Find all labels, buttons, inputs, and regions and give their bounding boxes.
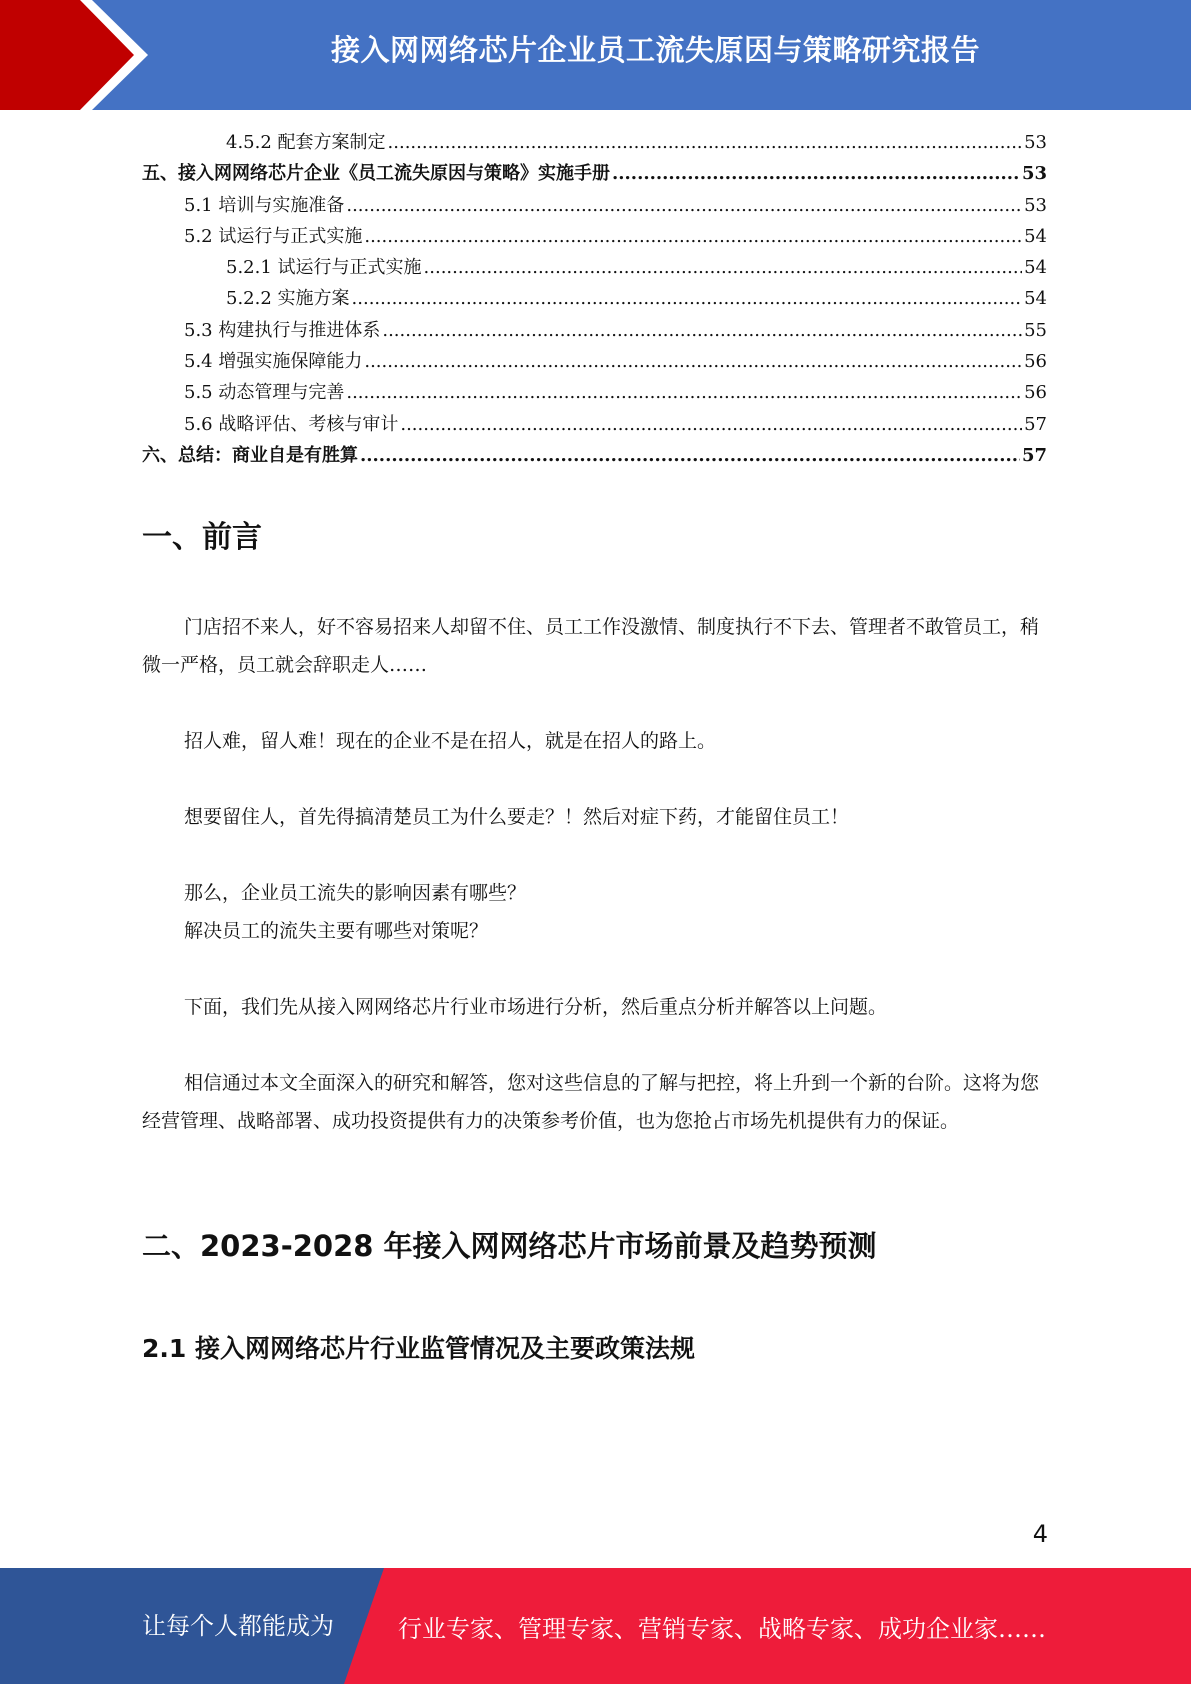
toc-label: 5.2 试运行与正式实施 (184, 225, 363, 247)
toc-leader (382, 320, 1022, 341)
toc-entry[interactable] (142, 441, 1047, 472)
toc-page: 57 (1021, 444, 1047, 466)
toc-leader (400, 414, 1022, 435)
paragraph: 门店招不来人，好不容易招来人却留不住、员工工作没激情、制度执行不下去、管理者不敢管员工，稍微一严格，员工就会辞职走人…… (142, 616, 1040, 676)
toc-page: 56 (1024, 351, 1047, 373)
toc-leader (364, 226, 1022, 247)
toc-page: 53 (1024, 132, 1047, 153)
subsection-heading-regulation: 2.1 接入网网络芯片行业监管情况及主要政策法规 (142, 1334, 695, 1363)
toc-page: 54 (1024, 257, 1047, 279)
toc-entry[interactable] (142, 316, 1047, 347)
toc-entry[interactable] (142, 222, 1047, 253)
toc-label: 5.5 动态管理与完善 (184, 382, 345, 404)
toc-label: 5.2.2 实施方案 (226, 288, 350, 310)
section-heading-market-outlook: 二、2023-2028 年接入网网络芯片市场前景及趋势预测 (142, 1229, 877, 1263)
toc-label: 五、接入网网络芯片企业《员工流失原因与策略》实施手册 (142, 163, 610, 185)
toc-label: 4.5.2 配套方案制定 (226, 132, 386, 153)
toc-label: 5.3 构建执行与推进体系 (184, 319, 381, 341)
page-number: 4 (1032, 1520, 1048, 1548)
toc-leader (612, 163, 1020, 184)
toc-entry[interactable] (142, 284, 1047, 315)
toc-entry[interactable] (142, 191, 1047, 222)
table-of-contents (142, 128, 1047, 472)
paragraph: 想要留住人，首先得搞清楚员工为什么要走？！然后对症下药，才能留住员工！ (184, 806, 850, 828)
report-title: 接入网网络芯片企业员工流失原因与策略研究报告 (330, 33, 980, 67)
footer-slogan-right: 行业专家、管理专家、营销专家、战略专家、成功企业家…… (398, 1615, 1046, 1643)
toc-page: 53 (1021, 163, 1047, 185)
toc-entry[interactable] (142, 378, 1047, 409)
paragraph: 下面，我们先从接入网网络芯片行业市场进行分析，然后重点分析并解答以上问题。 (184, 996, 888, 1018)
toc-entry[interactable] (142, 253, 1047, 284)
paragraph: 招人难，留人难！现在的企业不是在招人，就是在招人的路上。 (184, 730, 717, 752)
toc-page: 53 (1024, 194, 1047, 216)
toc-page: 55 (1024, 319, 1047, 341)
toc-leader (388, 132, 1023, 153)
toc-label: 5.6 战略评估、考核与审计 (184, 413, 399, 435)
toc-page: 54 (1024, 288, 1047, 310)
toc-label: 5.1 培训与实施准备 (184, 194, 345, 216)
toc-leader (424, 257, 1023, 278)
toc-label: 5.2.1 试运行与正式实施 (226, 257, 422, 279)
toc-page: 56 (1024, 382, 1047, 404)
toc-label: 5.4 增强实施保障能力 (184, 351, 363, 373)
toc-label: 六、总结：商业自是有胜算 (142, 444, 358, 466)
toc-leader (352, 288, 1023, 309)
toc-leader (346, 382, 1022, 403)
footer-slogan-left: 让每个人都能成为 (142, 1612, 334, 1640)
paragraph: 那么，企业员工流失的影响因素有哪些？ (184, 882, 527, 904)
toc-entry[interactable] (142, 347, 1047, 378)
toc-page: 57 (1024, 413, 1047, 435)
toc-leader (360, 445, 1020, 466)
header-banner (0, 0, 1191, 110)
toc-leader (346, 195, 1022, 216)
section-heading-preface: 一、前言 (142, 520, 262, 555)
toc-entry[interactable] (142, 159, 1047, 190)
toc-leader (364, 351, 1022, 372)
paragraph: 解决员工的流失主要有哪些对策呢？ (184, 920, 489, 942)
toc-entry[interactable] (142, 410, 1047, 441)
paragraph: 相信通过本文全面深入的研究和解答，您对这些信息的了解与把控，将上升到一个新的台阶。这将为您经营管理、战略部署、成功投资提供有力的决策参考价值，也为您抢占市场先机提供有力的保证。 (142, 1072, 1040, 1132)
toc-page: 54 (1024, 225, 1047, 247)
footer-banner (0, 1568, 1191, 1684)
toc-entry[interactable] (142, 128, 1047, 159)
